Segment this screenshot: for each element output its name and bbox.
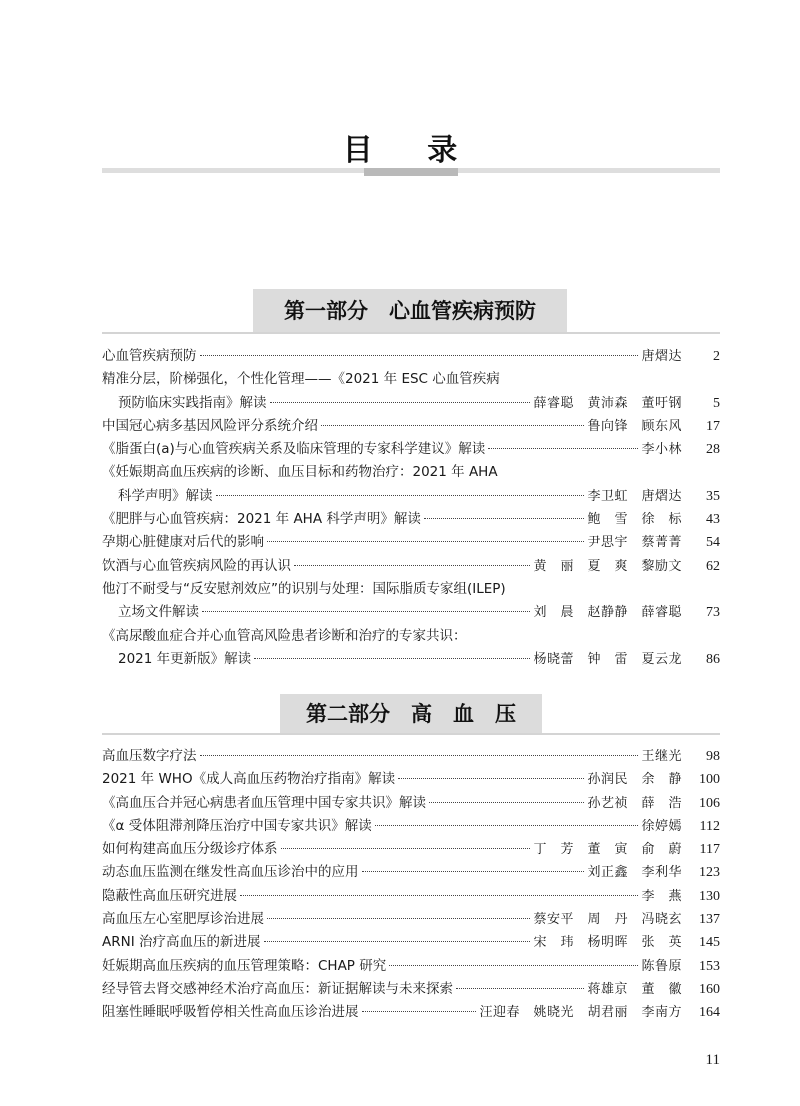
toc-dot-leader bbox=[264, 941, 531, 942]
toc-entry[interactable] bbox=[102, 414, 720, 437]
toc-dot-leader bbox=[216, 495, 585, 496]
toc-entry-page: 28 bbox=[706, 442, 720, 458]
title-divider-left bbox=[102, 168, 364, 173]
toc-entry-page: 5 bbox=[713, 395, 720, 411]
toc-entry[interactable] bbox=[102, 484, 720, 507]
toc-entry-title: 动态血压监测在继发性高血压诊治中的应用 bbox=[102, 864, 359, 881]
toc-entry-authors: 刘正鑫 李利华 bbox=[587, 865, 682, 881]
toc-dot-leader bbox=[267, 541, 584, 542]
toc-entry-authors: 薛睿聪 黄沛森 董吁钢 bbox=[533, 395, 682, 411]
toc-entry-page: 160 bbox=[699, 981, 720, 997]
toc-entry-authors: 宋 玮 杨明晖 张 英 bbox=[533, 935, 682, 951]
toc-entry[interactable] bbox=[102, 624, 720, 647]
toc-entry[interactable] bbox=[102, 860, 720, 883]
toc-entry[interactable] bbox=[102, 577, 720, 600]
toc-entry-title: 《脂蛋白(a)与心血管疾病关系及临床管理的专家科学建议》解读 bbox=[102, 441, 486, 458]
toc-entry[interactable] bbox=[102, 954, 720, 977]
toc-entry[interactable] bbox=[102, 884, 720, 907]
toc-entry-title: 经导管去肾交感神经术治疗高血压：新证据解读与未来探索 bbox=[102, 980, 453, 997]
toc-entry-page: 54 bbox=[706, 535, 720, 551]
toc-entry-authors: 黄 丽 夏 爽 黎励文 bbox=[533, 558, 682, 574]
toc-dot-leader bbox=[281, 848, 531, 849]
toc-entry-page: 35 bbox=[706, 488, 720, 504]
toc-entry-title: 预防临床实践指南》解读 bbox=[118, 394, 267, 411]
toc-entry[interactable] bbox=[102, 507, 720, 530]
toc-entry-title: 立场文件解读 bbox=[118, 604, 199, 621]
toc-entry-page: 130 bbox=[699, 888, 720, 904]
toc-entry-authors: 王继光 bbox=[641, 749, 682, 764]
toc-entry[interactable] bbox=[102, 391, 720, 414]
toc-entry-title: 妊娠期高血压疾病的血压管理策略：CHAP 研究 bbox=[102, 957, 387, 974]
part2-toc-list bbox=[102, 744, 720, 1024]
toc-entry[interactable] bbox=[102, 600, 720, 623]
toc-entry-authors: 陈鲁原 bbox=[641, 958, 682, 974]
toc-dot-leader bbox=[424, 518, 585, 519]
toc-dot-leader bbox=[321, 425, 584, 426]
toc-entry-authors: 杨晓蕾 钟 雷 夏云龙 bbox=[533, 651, 682, 667]
toc-entry-page: 112 bbox=[699, 818, 720, 834]
part1-heading: 第一部分 心血管疾病预防 bbox=[253, 289, 567, 333]
toc-entry-authors: 尹思宇 蔡菁菁 bbox=[587, 535, 682, 551]
toc-entry[interactable] bbox=[102, 344, 720, 367]
toc-entry-title: 中国冠心病多基因风险评分系统介绍 bbox=[102, 417, 318, 434]
toc-entry[interactable] bbox=[102, 814, 720, 837]
toc-entry-page: 100 bbox=[699, 772, 720, 788]
toc-entry[interactable] bbox=[102, 837, 720, 860]
toc-entry-authors: 孙艺祯 薛 浩 bbox=[587, 795, 682, 811]
toc-entry-page: 164 bbox=[699, 1005, 720, 1021]
toc-entry-title: 他汀不耐受与“反安慰剂效应”的识别与处理：国际脂质专家组(ILEP) bbox=[102, 580, 506, 597]
toc-entry-page: 153 bbox=[699, 958, 720, 974]
toc-entry-page: 137 bbox=[699, 912, 720, 928]
toc-dot-leader bbox=[267, 918, 530, 919]
toc-entry-title: 饮酒与心血管疾病风险的再认识 bbox=[102, 557, 291, 574]
toc-entry-title: 《α 受体阻滞剂降压治疗中国专家共识》解读 bbox=[102, 817, 372, 834]
toc-entry[interactable] bbox=[102, 460, 720, 483]
toc-entry-page: 62 bbox=[706, 558, 720, 574]
toc-entry[interactable] bbox=[102, 977, 720, 1000]
page-number: 11 bbox=[705, 1052, 720, 1068]
toc-dot-leader bbox=[200, 355, 639, 356]
toc-entry[interactable] bbox=[102, 530, 720, 553]
toc-entry-page: 73 bbox=[706, 605, 720, 621]
toc-entry-title: ARNI 治疗高血压的新进展 bbox=[102, 934, 261, 951]
toc-entry[interactable] bbox=[102, 647, 720, 670]
toc-dot-leader bbox=[200, 755, 639, 756]
toc-entry-page: 17 bbox=[706, 418, 720, 434]
toc-dot-leader bbox=[429, 802, 584, 803]
toc-entry-title: 《肥胖与心血管疾病：2021 年 AHA 科学声明》解读 bbox=[102, 511, 421, 528]
part1-toc-list bbox=[102, 344, 720, 670]
toc-entry-authors: 李小林 bbox=[641, 442, 682, 458]
toc-dot-leader bbox=[362, 1011, 477, 1012]
toc-entry-title: 孕期心脏健康对后代的影响 bbox=[102, 534, 264, 551]
toc-entry-page: 43 bbox=[706, 512, 720, 528]
toc-entry-page: 98 bbox=[706, 749, 720, 764]
toc-entry[interactable] bbox=[102, 907, 720, 930]
toc-entry[interactable] bbox=[102, 791, 720, 814]
toc-entry[interactable] bbox=[102, 767, 720, 790]
toc-entry[interactable] bbox=[102, 744, 720, 767]
page-title: 目 录 bbox=[342, 133, 480, 168]
toc-entry-authors: 丁 芳 董 寅 俞 蔚 bbox=[533, 842, 682, 858]
toc-dot-leader bbox=[398, 778, 584, 779]
toc-entry-title: 精准分层，阶梯强化，个性化管理——《2021 年 ESC 心血管疾病 bbox=[102, 371, 500, 388]
toc-dot-leader bbox=[294, 565, 530, 566]
toc-entry-authors: 鲍 雪 徐 标 bbox=[587, 512, 682, 528]
title-divider-right bbox=[458, 168, 720, 173]
toc-entry-title: 心血管疾病预防 bbox=[102, 348, 197, 364]
toc-entry-title: 隐蔽性高血压研究进展 bbox=[102, 887, 237, 904]
toc-entry-title: 阻塞性睡眠呼吸暂停相关性高血压诊治进展 bbox=[102, 1004, 359, 1021]
toc-entry[interactable] bbox=[102, 367, 720, 390]
toc-dot-leader bbox=[488, 448, 638, 449]
toc-dot-leader bbox=[375, 825, 639, 826]
toc-entry[interactable] bbox=[102, 554, 720, 577]
toc-entry-title: 高血压数字疗法 bbox=[102, 748, 197, 764]
toc-entry-authors: 徐婷嫣 bbox=[641, 818, 682, 834]
toc-dot-leader bbox=[254, 658, 530, 659]
toc-entry-page: 117 bbox=[699, 842, 720, 858]
toc-entry-authors: 蔡安平 周 丹 冯晓玄 bbox=[533, 912, 682, 928]
toc-entry-title: 高血压左心室肥厚诊治进展 bbox=[102, 911, 264, 928]
toc-entry-page: 86 bbox=[706, 651, 720, 667]
toc-dot-leader bbox=[202, 611, 530, 612]
toc-entry-title: 《妊娠期高血压疾病的诊断、血压目标和药物治疗：2021 年 AHA bbox=[102, 464, 498, 481]
toc-entry-authors: 蒋雄京 董 徽 bbox=[587, 981, 682, 997]
part2-heading: 第二部分 高 血 压 bbox=[280, 694, 542, 734]
toc-dot-leader bbox=[362, 871, 585, 872]
toc-entry-page: 145 bbox=[699, 935, 720, 951]
toc-entry-title: 科学声明》解读 bbox=[118, 487, 213, 504]
title-divider-center bbox=[364, 168, 458, 176]
toc-dot-leader bbox=[240, 895, 638, 896]
toc-entry-authors: 汪迎春 姚晓光 胡君丽 李南方 bbox=[479, 1005, 682, 1021]
toc-entry-title: 2021 年更新版》解读 bbox=[118, 650, 252, 667]
toc-entry-title: 《高尿酸血症合并心血管高风险患者诊断和治疗的专家共识： bbox=[102, 627, 467, 644]
part2-divider bbox=[102, 733, 720, 735]
toc-entry[interactable] bbox=[102, 1000, 720, 1023]
toc-entry-authors: 李 燕 bbox=[641, 888, 682, 904]
toc-dot-leader bbox=[270, 402, 531, 403]
toc-entry-authors: 孙润民 余 静 bbox=[587, 772, 682, 788]
toc-entry-title: 2021 年 WHO《成人高血压药物治疗指南》解读 bbox=[102, 771, 396, 788]
toc-entry-page: 106 bbox=[699, 795, 720, 811]
toc-entry-authors: 刘 晨 赵静静 薛睿聪 bbox=[533, 605, 682, 621]
toc-entry-authors: 鲁向锋 顾东风 bbox=[587, 418, 682, 434]
toc-entry-page: 2 bbox=[713, 349, 720, 364]
toc-entry-title: 如何构建高血压分级诊疗体系 bbox=[102, 841, 278, 858]
toc-entry-page: 123 bbox=[699, 865, 720, 881]
toc-entry[interactable] bbox=[102, 437, 720, 460]
toc-entry-authors: 李卫虹 唐熠达 bbox=[587, 488, 682, 504]
toc-dot-leader bbox=[456, 988, 584, 989]
toc-entry[interactable] bbox=[102, 930, 720, 953]
toc-dot-leader bbox=[389, 965, 638, 966]
toc-entry-authors: 唐熠达 bbox=[641, 349, 682, 364]
toc-entry-title: 《高血压合并冠心病患者血压管理中国专家共识》解读 bbox=[102, 794, 426, 811]
part1-divider bbox=[102, 332, 720, 334]
